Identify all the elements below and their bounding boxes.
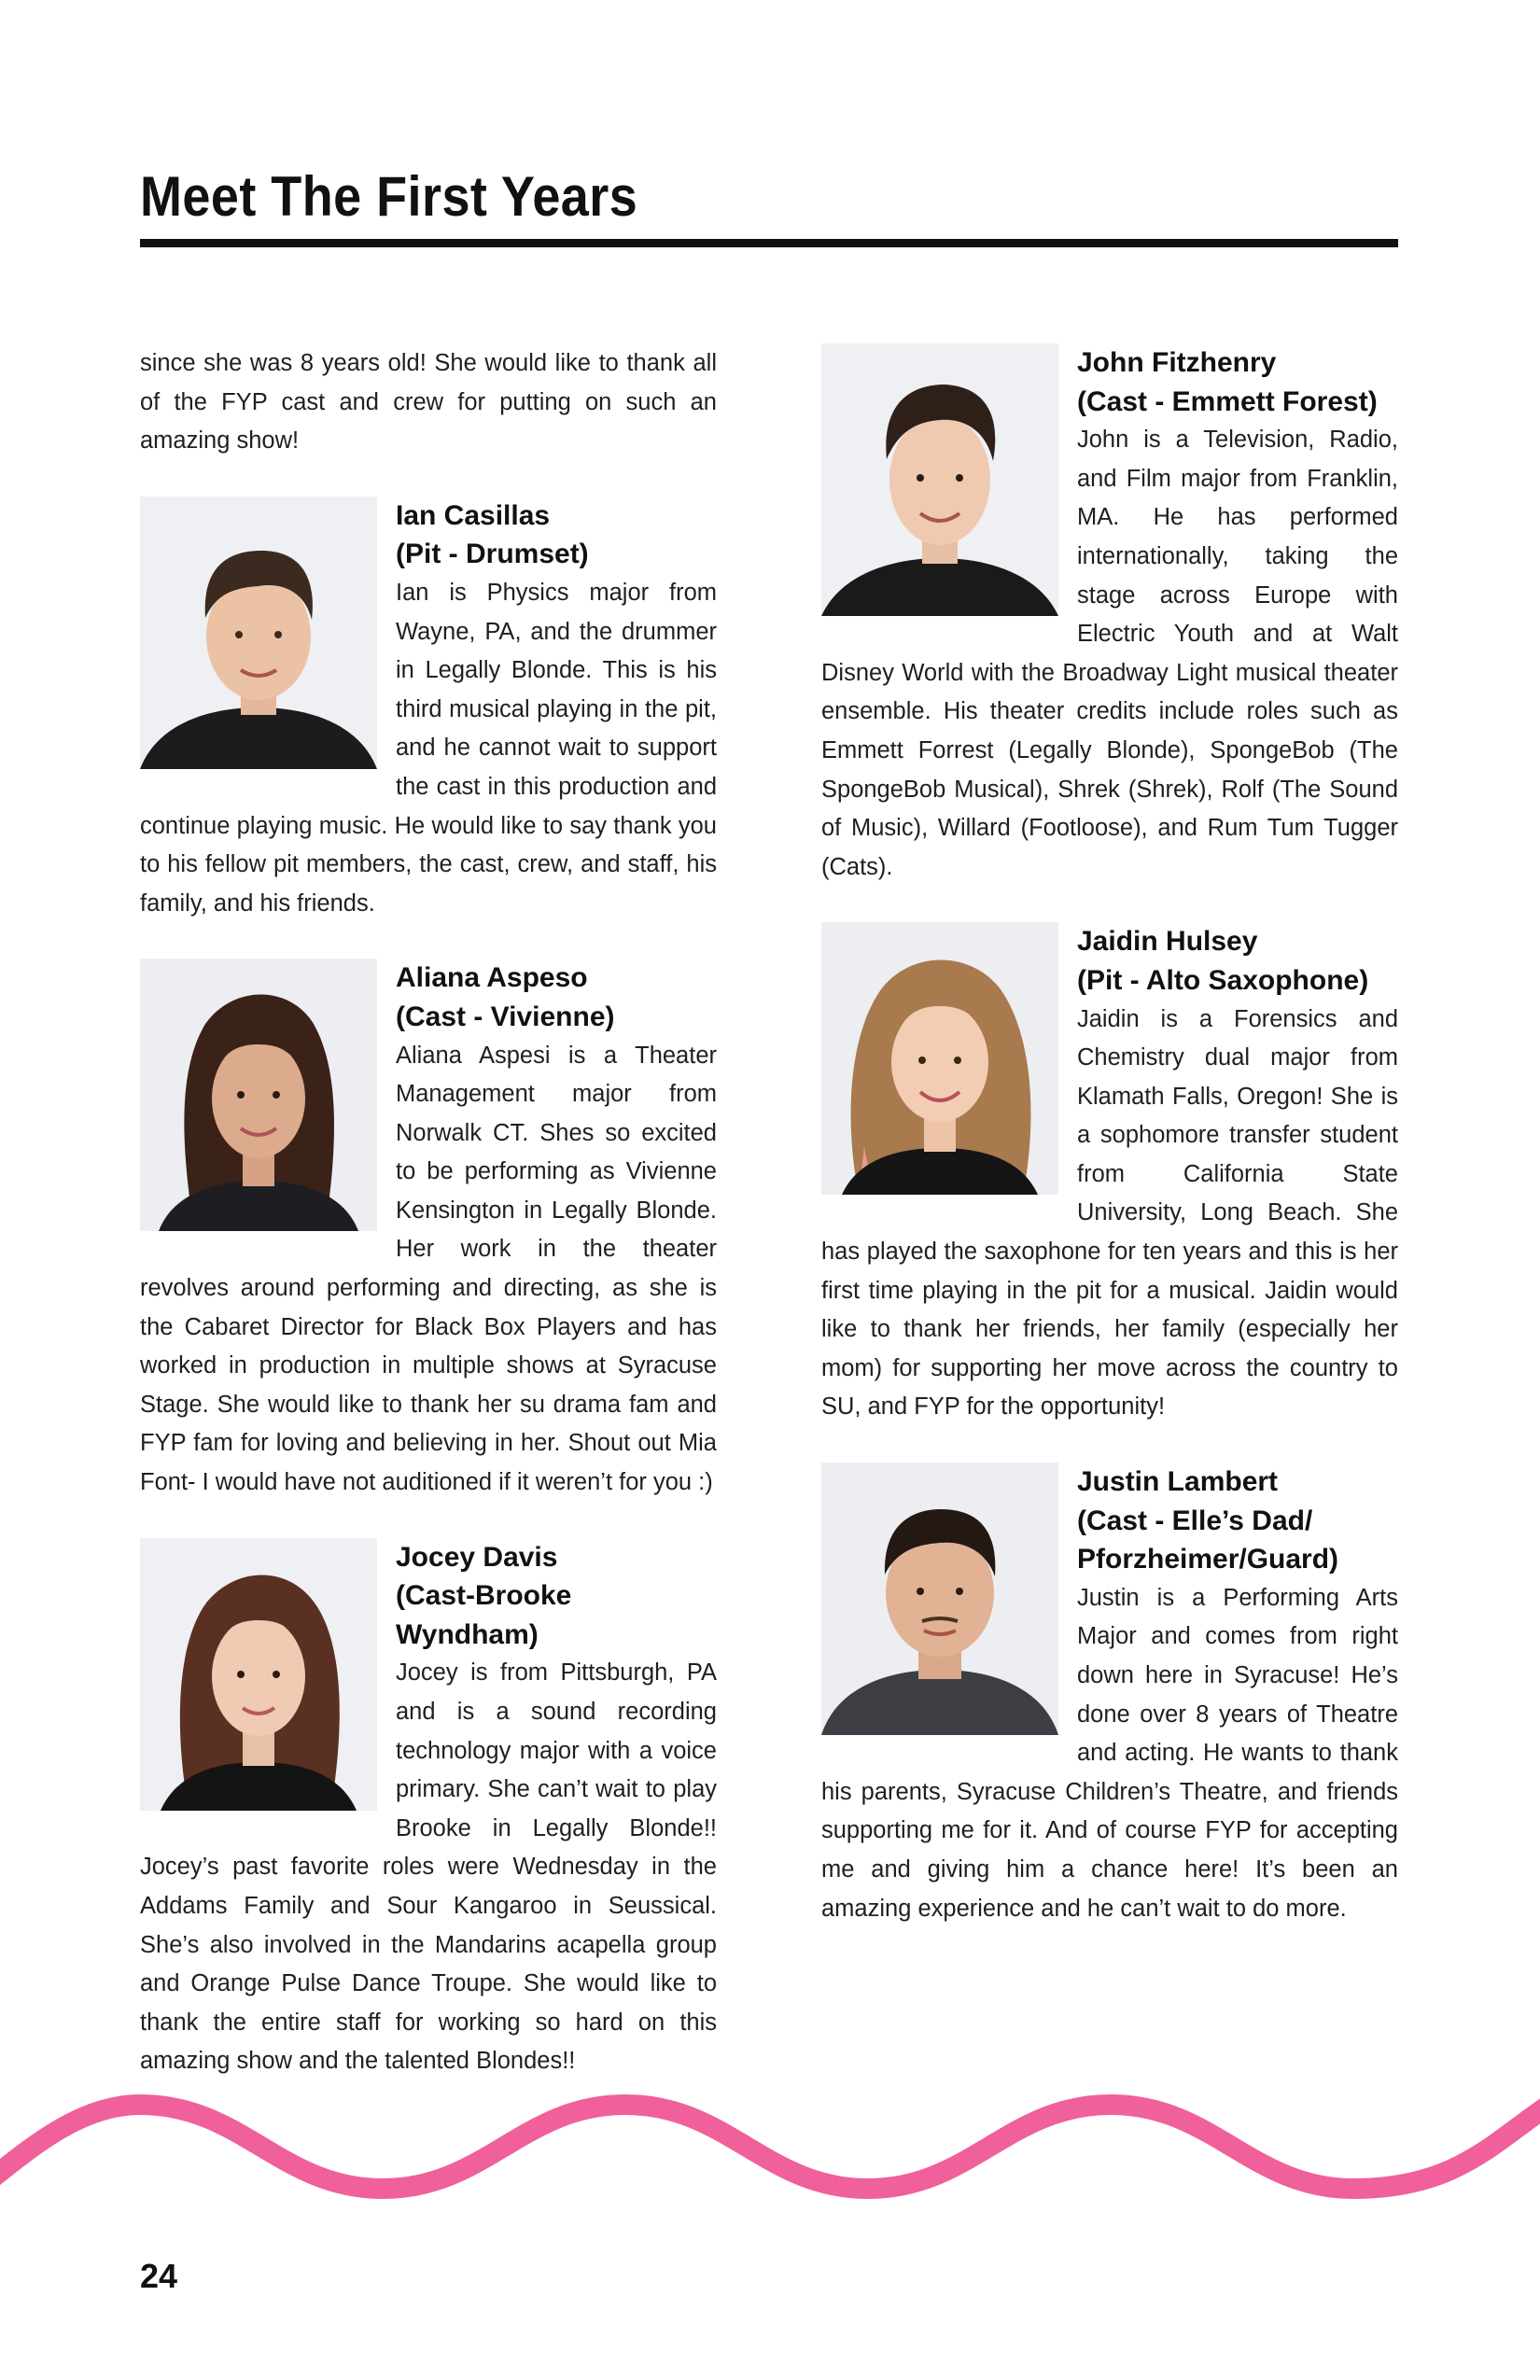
page-title: Meet The First Years — [140, 165, 638, 228]
bio-name: Justin Lambert — [1077, 1466, 1279, 1498]
bio-role: (Pit - Alto Saxophone) — [1077, 964, 1369, 996]
bio-role: (Pit - Drumset) — [396, 539, 589, 570]
headshot-illustration — [821, 1463, 1058, 1735]
bio-john-fitzhenry — [821, 343, 1398, 887]
decorative-wave — [0, 2086, 1540, 2217]
bio-name: Ian Casillas — [396, 499, 551, 531]
bio-name: Aliana Aspeso — [396, 962, 588, 994]
bio-role: (Cast-Brooke Wyndham) — [396, 1580, 572, 1650]
bio-text: Jaidin is a Forensics and Chemistry dual major from Klamath Falls, Oregon! She is a sophomore transfer student from California State University, Long Beach. She has played the saxophone for ten years and this is her first time playing in the pit for a musical. Jaidin would like to thank her friends, her family (especially her mom) for supporting her move across the country to SU, and FYP for the opportunity! — [821, 1005, 1398, 1421]
bio-name: Jaidin Hulsey — [1077, 926, 1258, 958]
bio-text: Aliana Aspesi is a Theater Management major from Norwalk CT. Shes so excited to be performing as Vivienne Kensington in Legally Blonde. Her work in the theater revolves around performing and directing, as she is the Cabaret Director for Black Box Players and has worked in production in multiple shows at Syracuse Stage. She would like to thank her su drama fam and FYP fam for loving and believing in her. Shout out Mia Font- I would have not auditioned if it weren’t for you :) — [140, 1042, 717, 1496]
left-column — [140, 344, 717, 2117]
headshot-photo — [140, 959, 377, 1231]
headshot-illustration — [140, 497, 377, 769]
bio-text: John is a Television, Radio, and Film major from Franklin, MA. He has performed internationally, taking the stage across Europe with Electric Youth and at Walt Disney World with the Broadway Light musical theater ensemble. His theater credits include roles such as Emmett Forrest (Legally Blonde), SpongeBob (The SpongeBob Musical), Shrek (Shrek), Rolf (The Sound of Music), Willard (Footloose), and Rum Tum Tugger (Cats). — [821, 427, 1398, 880]
bio-role: (Cast - Elle’s Dad/ Pforzheimer/Guard) — [1077, 1505, 1339, 1575]
headshot-illustration — [140, 959, 377, 1231]
continued-bio-text: since she was 8 years old! She would like to thank all of the FYP cast and crew for putting on such an amazing show! — [140, 350, 717, 455]
bio-text: Ian is Physics major from Wayne, PA, and the drummer in Legally Blonde. This is his third musical playing in the pit, and he cannot wait to support the cast in this production and continue playing music. He would like to say thank you to his fellow pit members, the cast, crew, and staff, his family, and his friends. — [140, 579, 717, 917]
bio-name: John Fitzhenry — [1077, 347, 1277, 378]
headshot-photo — [821, 1463, 1058, 1735]
bio-justin-lambert — [821, 1463, 1398, 1928]
bio-ian-casillas — [140, 497, 717, 924]
bio-jaidin-hulsey — [821, 922, 1398, 1427]
bio-jocey-davis — [140, 1538, 717, 2081]
bio-text: Jocey is from Pittsburgh, PA and is a sound recording technology major with a voice primary. She can’t wait to play Brooke in Legally Blonde!! Jocey’s past favorite roles were Wednesday in the Addams Family and Sour Kangaroo in Seussical. She’s also involved in the Mandarins acapella group and Orange Pulse Dance Troupe. She would like to thank the entire staff for working so hard on this amazing show and the talented Blondes!! — [140, 1659, 717, 2075]
bio-text: Justin is a Performing Arts Major and comes from right down here in Syracuse! He’s done over 8 years of Theatre and acting. He wants to thank his parents, Syracuse Children’s Theatre, and friends supporting me for it. And of course FYP for accepting me and giving him a chance here! It’s been an amazing experience and he can’t wait to do more. — [821, 1584, 1398, 1922]
headshot-illustration — [140, 1538, 377, 1811]
bio-role: (Cast - Emmett Forest) — [1077, 385, 1378, 417]
headshot-photo — [821, 922, 1058, 1195]
bio-aliana-aspeso — [140, 959, 717, 1502]
headshot-photo — [821, 343, 1058, 616]
title-divider — [140, 239, 1398, 247]
headshot-illustration — [821, 922, 1058, 1195]
headshot-photo — [140, 497, 377, 769]
page-number: 24 — [140, 2257, 178, 2295]
headshot-photo — [140, 1538, 377, 1811]
right-column — [821, 332, 1398, 1964]
bio-name: Jocey Davis — [396, 1541, 558, 1573]
headshot-illustration — [821, 343, 1058, 616]
bio-role: (Cast - Vivienne) — [396, 1001, 615, 1032]
